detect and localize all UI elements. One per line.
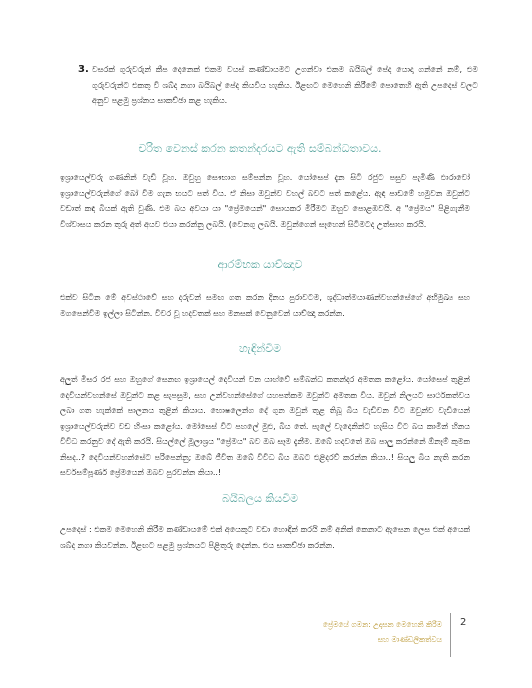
footer-line-2: සහ මාණ්ඩලිකත්වය (377, 635, 442, 644)
footer-title (292, 617, 442, 647)
section-heading-bible-reading: බයිබලය කියවීම (221, 492, 299, 505)
paragraph-introduction: අලුත් මිසර රජ සහ ඔහුගේ සෙනඟ ඉශ්‍රායෙල් දෙවියන් වන යාහ්වේ සම්බන්ධ කතන්දර අමතක කළෝය. යෝසෙප් තුළින් දෙවියන්වහන්සේ ඔවුන්ට කළ සැපසුම, සහ උන්වහන්සේගේ යහපත්කම ඔවුන්ට අමතක විය. ඔවුන් නිලයට සාර්ථකත්වය ලබා ගත හැක්කේ පාලනය තුළින් කියාය. භොෂලෙන්ග දේ ගුන ඔවුන් තුළ තිබූ බිය වැඩිවන විට ඔවුන්ව වැඩියෙන් ඉශ්‍රායෙල්වරුන්ව වඩ හිංසා කළෝය. මෝසෙස් වීට පහලේ මුළු, බිය තේ. පැලේ වැදෙනින්ට හැසිය විට බය කාමින් හිනය විවිධ කරනුව දේ ඇති කරයි. සියල්ලේ මූලාශ්‍රය "ප්‍රේමය" බව ඔබ සෑම දැනීම. ඔබේ හදවතේ ඔබ පාලු කරන්නේ ඕනෑම් කුමක නිසද..? දෙවියන්වහන්සේට පරිපෙන්නු; ඔබේ ජීවිත ඔබේ විවිධ බිය ඔබට එළිදරව් කරන්න කියා..! සියලු බිය නැති කරන සර්වසම්පූර්ණ ප්‍රේමයෙන් ඔබව පුරවන්න කියා..! (60, 375, 470, 477)
section-heading-opening-prayer: ආරම්භක යාච්ඤාව (217, 258, 303, 271)
paragraph-opening-prayer: එක්ව සිටින මේ අවස්ථාවේ සහ දරුවන් සමඟ ගත කරන දිනය පුරාවටම, ශුද්ධාත්මයාණන්වහන්සේගේ අභිමුඛ්‍ය සහ මගපෙන්වීම ඉල්ලා සිටින්න. විවර වූ හදවතක් සහ මනසක් වෙනුවෙන් යාච්ඤා කරන්න. (60, 293, 470, 318)
paragraph-bible-reading: උපදෙස් : එකම මෙහෙනි කිරීම කණ්ඩායමේ එක් අයෙකුට වඩා හොඳින් කරයි නම් අනික් කෙනාට ඇසෙන ලෙස එක් අයෙක් ශබ්ද නගා කියවන්න. ඊළඟට පළමු ප්‍රශ්නයට පිළිතුරු දෙන්න. එය සාකච්ඡා කරන්න. (60, 525, 470, 550)
item-text: වසරක් ගුරුවරුන් කීප දෙනෙක් එකම වයස් කණ්ඩායමට උගන්වා එකම බයිබල් පේද යොදා ගන්නේ නම්, එම ගුරුවරුන්ට එකතු වී ශබ්ද නගා බයිබල් පේද කියවිය හැකිය. ඊළඟට මෙහෙනි කිරීමේ පොතෙහි ඇති උපදෙස් වලට අනුව පළමු ප්‍රශ්නය සාකච්ඡා කළ හැකිය. (92, 65, 478, 105)
page-footer (290, 613, 490, 673)
footer-divider (450, 613, 451, 657)
paragraph-connection: ඉශ්‍රායෙල්වරු ගණනින් වැඩි වූහ. ඔවුහු සෞභාග සම්පන්න වූහ. යෝසෙප් දැන සිටි රජුට පසුව පැමිණි ඵාරාවෝ ඉශ්‍රායෙල්වරුන්ගේ බෝ වීම ගැන භයට පත් විය. ඒ නිසා ඔවුන්ව වහල් බවට පත් කළේය. ඇඳ පාඩමේ හමුවන ඔවුන්ට වඩාත් කඳ බියක් ඇති වුණි. එම බය අවයා යා "ප්‍රේමයෙන්" සොයකර මිරීමට ඔහුව පොළඹවයි. අ "ප්‍රේමය" පිළිගැනීම විශ්වාසය කරන තුරු අත් අයව එයා කරන්නු ලබයි. (වෙනගු ලබයි. ඔවුන්ගෙන් සෑහෙන් සිටීමටද උත්සාහ කරයි. (60, 173, 470, 229)
item-number: 3. (78, 64, 89, 75)
numbered-item-3 (78, 62, 478, 109)
section-heading-introduction: හැඳින්වීම (238, 342, 282, 355)
page-number: 2 (460, 617, 467, 628)
footer-line-1: ප්‍රේමයේ ගමන: උදාසන මෙහෙනි කිරීම (322, 620, 442, 629)
section-heading-connection: චරිත වෙනස් කරන කතන්දරයට ඇති සම්බන්ධතාවය. (138, 142, 382, 155)
